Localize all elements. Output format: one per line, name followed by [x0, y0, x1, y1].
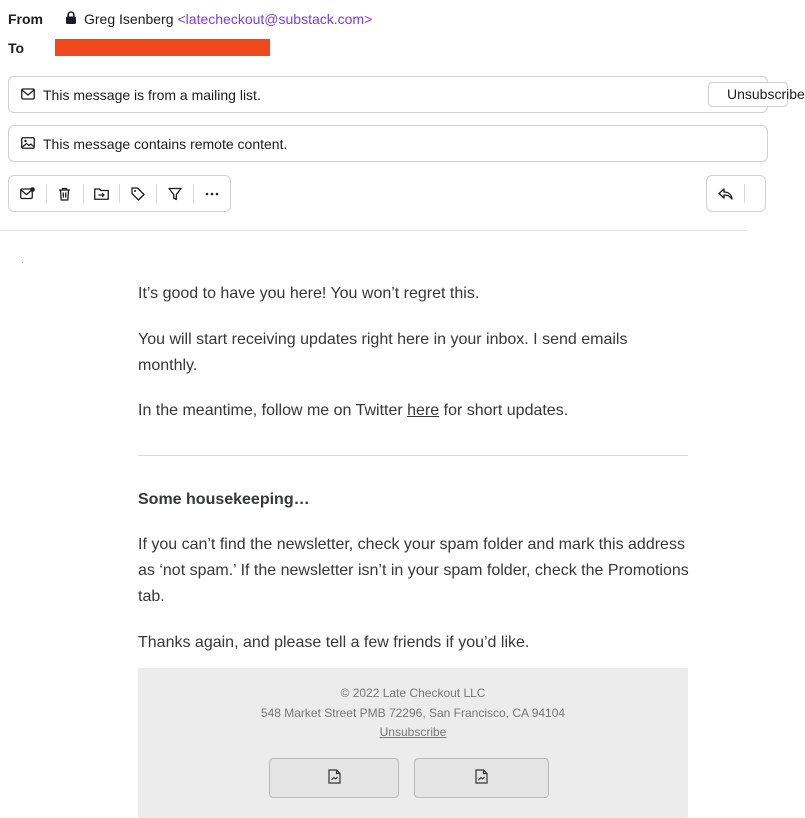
- lock-icon: [65, 11, 77, 27]
- tracking-pixel: [22, 262, 23, 263]
- tag-icon[interactable]: [119, 176, 156, 211]
- from-row: [8, 11, 372, 27]
- paragraph-twitter: [138, 398, 690, 424]
- header-separator: [0, 230, 746, 231]
- footer-address: 548 Market Street PMB 72296, San Francisco, CA 94104: [260, 706, 566, 720]
- twitter-link[interactable]: here: [407, 402, 440, 419]
- toolbar-divider: [744, 184, 745, 203]
- broken-image-icon: [328, 769, 341, 787]
- reply-icon[interactable]: [707, 176, 744, 211]
- remote-content-text: This message contains remote content.: [43, 135, 288, 152]
- sender-email[interactable]: <latecheckout@substack.com>: [177, 11, 373, 27]
- redacted-recipient: [55, 39, 270, 56]
- mark-unread-icon[interactable]: [9, 176, 46, 211]
- move-folder-icon[interactable]: [83, 176, 120, 211]
- envelope-icon: [21, 87, 43, 103]
- app-download-button-2[interactable]: [414, 758, 549, 798]
- from-label: From: [8, 11, 43, 27]
- more-icon[interactable]: [193, 176, 230, 211]
- mailing-list-text: This message is from a mailing list.: [43, 86, 261, 103]
- footer-copyright: © 2022 Late Checkout LLC: [340, 686, 486, 700]
- paragraph-thanks: Thanks again, and please tell a few friends if you’d like.: [138, 634, 530, 651]
- remote-content-notice: [8, 125, 768, 162]
- footer-unsubscribe-link[interactable]: Unsubscribe: [379, 725, 447, 739]
- message-toolbar: [8, 175, 231, 212]
- paragraph-spam: If you can’t find the newsletter, check your spam folder and mark this address as ‘not spam.’ If the newsletter isn’t in your spam folder, check the Promotions tab.: [138, 536, 689, 605]
- broken-image-icon: [475, 769, 488, 787]
- sender-name[interactable]: Greg Isenberg: [84, 11, 174, 27]
- paragraph-updates: You will start receiving updates right here in your inbox. I send emails monthly.: [138, 331, 628, 374]
- image-icon: [21, 136, 43, 152]
- footer-unsubscribe-row: [138, 724, 688, 740]
- twitter-text-after: for short updates.: [439, 402, 569, 419]
- trash-icon[interactable]: [46, 176, 83, 211]
- content-divider: [138, 455, 688, 456]
- paragraph-welcome: It’s good to have you here! You won’t regret this.: [138, 285, 480, 302]
- unsubscribe-button[interactable]: Unsubscribe: [708, 82, 788, 107]
- filter-icon[interactable]: [156, 176, 193, 211]
- to-row: [8, 39, 270, 56]
- housekeeping-heading: Some housekeeping…: [138, 491, 310, 508]
- reply-toolbar: [706, 175, 766, 212]
- mailing-list-notice: [8, 76, 805, 113]
- to-label: To: [8, 39, 25, 56]
- app-download-button-1[interactable]: [269, 758, 399, 798]
- twitter-text-before: In the meantime, follow me on Twitter: [138, 402, 408, 419]
- email-footer: [138, 668, 688, 818]
